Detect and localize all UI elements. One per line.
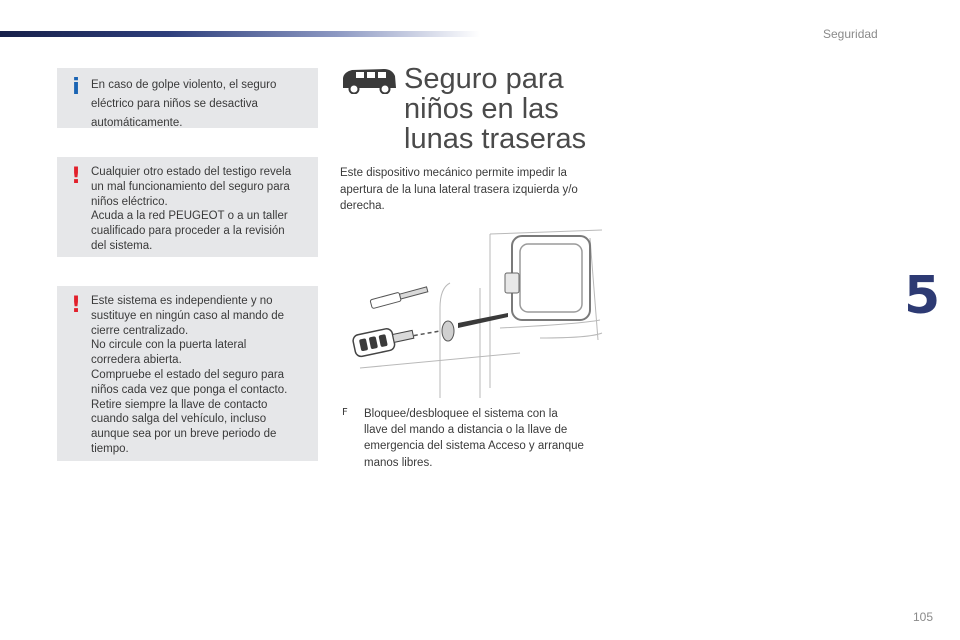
section-title: Seguridad [823, 27, 878, 41]
van-icon [340, 66, 398, 94]
page-number: 105 [913, 610, 934, 624]
warning-note-2 [57, 286, 318, 461]
intro-text: Este dispositivo mecánico permite impedir la apertura de la luna lateral trasera izquierda y/o derecha. [340, 167, 578, 212]
info-icon: i [72, 75, 80, 100]
warning-note-2-text: Este sistema es independiente y no sustituye en ningún caso al mando de cierre centralizado. No circule con la puerta lateral corredera abierta. Compruebe el estado del seguro para niños cada vez que ponga el contacto. Retire siempre la llave de contacto cuando salga del vehículo, incluso aunque sea por un breve periodo de tiempo. [91, 295, 288, 455]
rear-window-child-lock-illustration [340, 228, 605, 398]
header-gradient-bar [0, 31, 480, 37]
info-note [57, 68, 318, 128]
warning-icon: ! [71, 293, 82, 318]
bullet-icon: F [342, 407, 348, 418]
chapter-number: 5 [904, 266, 941, 326]
info-note-text: En caso de golpe violento, el seguro eléctrico para niños se desactiva automáticamente. [91, 79, 277, 129]
page-heading: Seguro para niños en las lunas traseras [404, 63, 587, 155]
warning-icon: ! [71, 164, 82, 189]
warning-note-1 [57, 157, 318, 257]
warning-note-1-text: Cualquier otro estado del testigo revela un mal funcionamiento del seguro para niños eléctrico. Acuda a la red PEUGEOT o a un taller cualificado para proceder a la revisión del sistema. [91, 166, 292, 252]
instruction-text: Bloquee/desbloquee el sistema con la llave del mando a distancia o la llave de emergencia del sistema Acceso y arranque manos libres. [364, 408, 584, 469]
instruction-item [342, 406, 604, 471]
